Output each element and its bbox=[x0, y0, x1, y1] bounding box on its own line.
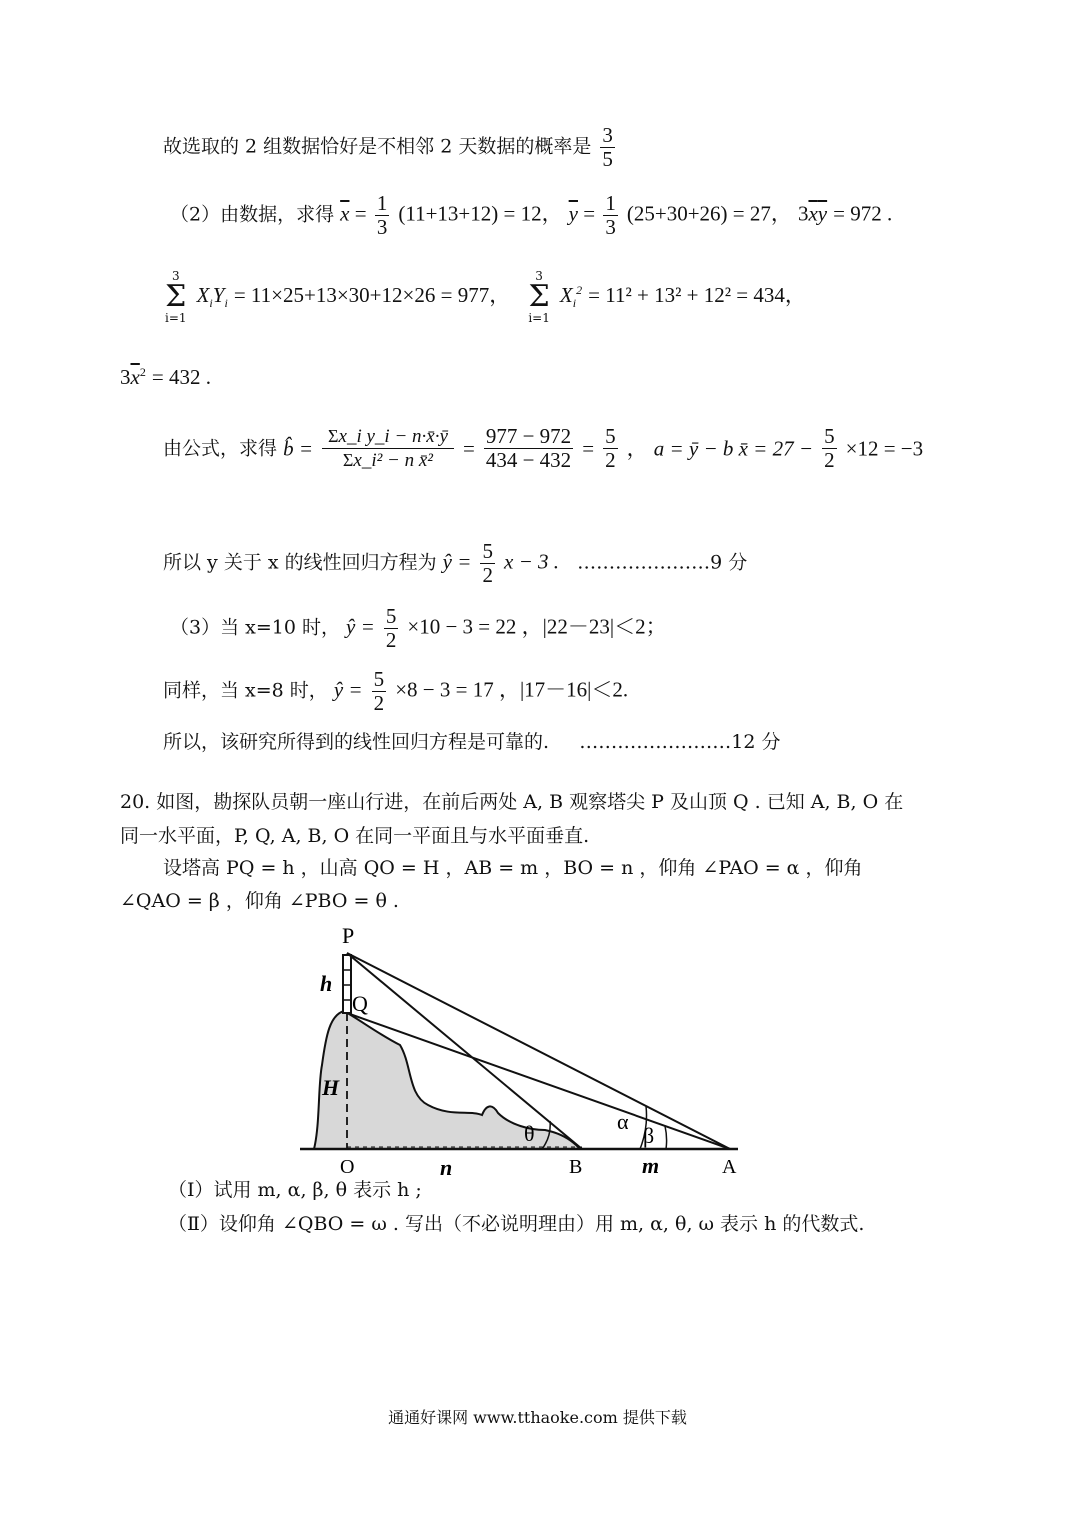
ybar-symbol: $\overline{y}$ bbox=[568, 201, 578, 226]
regression-slope: 由公式，求得 b̂ = $\frac{\text{Σx\_i y\_i − n·x̄·ȳ}}{\text{Σx\_i² − n x̄²}}$ = $\frac{977 - 972}{434 - 432}$ = $\frac{5}{2}$ ， a = ȳ − b x̄ = 27 − $\frac{5}{2}$ ×12 = −3 bbox=[163, 424, 924, 472]
xy-coefficient: $3\overline{x}\overline{y}$ bbox=[797, 201, 828, 226]
fraction-denominator: 2 bbox=[385, 628, 397, 652]
equation-tail: x − 3 . bbox=[504, 549, 559, 574]
tower bbox=[343, 955, 351, 1013]
conclusion-text: 所以，该研究所得到的线性回归方程是可靠的. bbox=[163, 731, 550, 753]
mountain-tower-figure bbox=[300, 925, 750, 1180]
label-b: B bbox=[569, 1156, 583, 1178]
sum2-expression: = 11² + 13² + 12² = 434， bbox=[588, 283, 806, 307]
sigma-symbol: 3 Σ i=1 bbox=[165, 269, 187, 325]
intercept-tail: ×12 = −3 bbox=[845, 436, 924, 461]
fraction-numerator: 5 bbox=[605, 424, 616, 448]
fraction-numerator: 5 bbox=[385, 604, 397, 628]
fraction-denominator: 3 bbox=[376, 215, 388, 239]
fraction-denominator: 2 bbox=[605, 448, 616, 472]
mean-calculation: （2）由数据，求得 $\overline{x}$ = $\frac{1}{3}$ (11+13+12) = 12， $\overline{y}$ = $\frac{1}{3}$ (25+30+26) = 27， $3\overline{x}\overline{y} = 972$ . bbox=[170, 191, 893, 239]
q20-line3: 设塔高 PQ = h ，山高 QO = H ，AB = m ，BO = n ，仰角 ∠PAO = α ，仰角 bbox=[163, 857, 863, 879]
probability-conclusion bbox=[163, 124, 618, 171]
xbar-symbol: $\overline{x}$ bbox=[340, 201, 350, 226]
x-squared-term: $X_i^2$ bbox=[559, 283, 583, 311]
probability-text: 故选取的 2 组数据恰好是不相邻 2 天数据的概率是 bbox=[163, 135, 592, 158]
check-x10: （3）当 x=10 时， ŷ = $\frac{5}{2}$ ×10 − 3 = 22 ，|22－23|＜2； bbox=[170, 604, 667, 652]
check-fraction bbox=[372, 668, 387, 715]
fraction-numerator: 1 bbox=[376, 191, 388, 215]
check-tail: ×10 − 3 = 22 ，|22－23|＜2； bbox=[407, 614, 667, 639]
mountain-shape bbox=[314, 1011, 580, 1149]
fraction-numerator: 977 − 972 bbox=[485, 424, 572, 448]
sum1-expression: = 11×25+13×30+12×26 = 977， bbox=[233, 283, 511, 307]
label-theta: θ bbox=[524, 1121, 535, 1146]
xy-expression: = 972 . bbox=[833, 201, 893, 226]
sigma-lower: i=1 bbox=[165, 311, 187, 325]
check-prefix: （3）当 x=10 时， bbox=[170, 616, 340, 639]
page-footer: 通通好课网 www.tthaoke.com 提供下载 bbox=[388, 1408, 687, 1427]
check-prefix: 同样，当 x=8 时， bbox=[163, 679, 328, 702]
label-h-big: H bbox=[322, 1075, 340, 1100]
q20-line2: 同一水平面，P, Q, A, B, O 在同一平面且与水平面垂直. bbox=[120, 825, 590, 847]
fraction-numerator: 1 bbox=[605, 191, 616, 215]
q20-line4: ∠QAO = β ，仰角 ∠PBO = θ . bbox=[120, 890, 399, 912]
xbar-expression: (11+13+12) = 12， bbox=[398, 201, 563, 226]
ybar-fraction bbox=[603, 192, 618, 239]
label-a: A bbox=[722, 1156, 737, 1178]
intercept-fraction bbox=[822, 425, 837, 472]
ybar-expression: (25+30+26) = 27， bbox=[626, 201, 792, 226]
fraction-numerator: 5 bbox=[824, 424, 835, 448]
mean-prefix: （2）由数据，求得 bbox=[170, 203, 335, 226]
fraction-denominator: 5 bbox=[602, 147, 613, 171]
formula-numerator: Σx_i y_i − n·x̄·ȳ bbox=[322, 425, 454, 449]
check-x8: 同样，当 x=8 时， ŷ = $\frac{5}{2}$ ×8 − 3 = 17 ，|17－16|＜2. bbox=[163, 667, 629, 715]
label-beta: β bbox=[643, 1123, 655, 1148]
regression-equation: 所以 y 关于 x 的线性回归方程为 ŷ = $\frac{5}{2}$ x − 3 . …………………9 分 bbox=[163, 539, 748, 587]
equation-fraction bbox=[480, 540, 495, 587]
fraction-numerator: 5 bbox=[373, 667, 385, 691]
slope-formula-fraction bbox=[322, 425, 454, 472]
label-q: Q bbox=[352, 991, 368, 1016]
label-m: m bbox=[642, 1153, 660, 1178]
fraction-numerator: 3 bbox=[602, 123, 613, 147]
formula-prefix: 由公式，求得 bbox=[163, 437, 278, 460]
fraction-denominator: 2 bbox=[824, 448, 835, 472]
label-o: O bbox=[340, 1156, 355, 1178]
fraction-denominator: 2 bbox=[482, 563, 493, 587]
xbar-squared-symbol: $3\overline{x}^2$ bbox=[120, 365, 146, 389]
formula-denominator: Σx_i² − n x̄² bbox=[342, 450, 433, 471]
fraction-numerator: 5 bbox=[482, 539, 493, 563]
slope-result-fraction bbox=[603, 425, 618, 472]
intercept-expression: a = ȳ − b x̄ = 27 − bbox=[653, 436, 814, 461]
sigma-upper: 3 bbox=[171, 269, 180, 283]
check-fraction bbox=[384, 605, 399, 652]
equation-prefix: 所以 y 关于 x 的线性回归方程为 bbox=[163, 551, 437, 574]
label-p: P bbox=[342, 925, 355, 948]
label-alpha: α bbox=[617, 1109, 629, 1134]
check-tail: ×8 − 3 = 17 ，|17－16|＜2. bbox=[395, 677, 629, 702]
probability-fraction bbox=[600, 124, 615, 171]
sigma-lower: i=1 bbox=[528, 311, 550, 325]
sigma-upper: 3 bbox=[535, 269, 543, 283]
slope-value-fraction bbox=[484, 425, 573, 472]
xbar-squared-line bbox=[120, 360, 211, 390]
bhat-symbol: b̂ = bbox=[283, 436, 313, 461]
sigma-symbol: 3 Σ i=1 bbox=[528, 269, 550, 325]
xbar-squared-expression: = 432 . bbox=[151, 365, 211, 389]
sum-calculation bbox=[165, 270, 806, 324]
conclusion-line bbox=[163, 730, 780, 754]
score-dots: …………………9 分 bbox=[577, 551, 748, 574]
fraction-denominator: 434 − 432 bbox=[485, 448, 572, 472]
score-dots: ……………………12 分 bbox=[579, 731, 781, 753]
subquestion-2: （Ⅱ）设仰角 ∠QBO = ω . 写出（不必说明理由）用 m, α, θ, ω 表示 h 的代数式. bbox=[168, 1213, 865, 1235]
fraction-denominator: 2 bbox=[373, 691, 385, 715]
fraction-denominator: 3 bbox=[605, 215, 616, 239]
label-n: n bbox=[440, 1155, 453, 1180]
beta-arc bbox=[665, 1126, 667, 1149]
xy-term: $X_iY_i$ bbox=[196, 283, 228, 311]
subquestion-1: （Ⅰ）试用 m, α, β, θ 表示 h ; bbox=[168, 1179, 422, 1201]
label-h-small: h bbox=[320, 971, 333, 996]
xbar-fraction bbox=[375, 192, 390, 239]
q20-line1: 20. 如图，勘探队员朝一座山行进，在前后两处 A, B 观察塔尖 P 及山顶 Q . 已知 A, B, O 在 bbox=[120, 791, 904, 813]
